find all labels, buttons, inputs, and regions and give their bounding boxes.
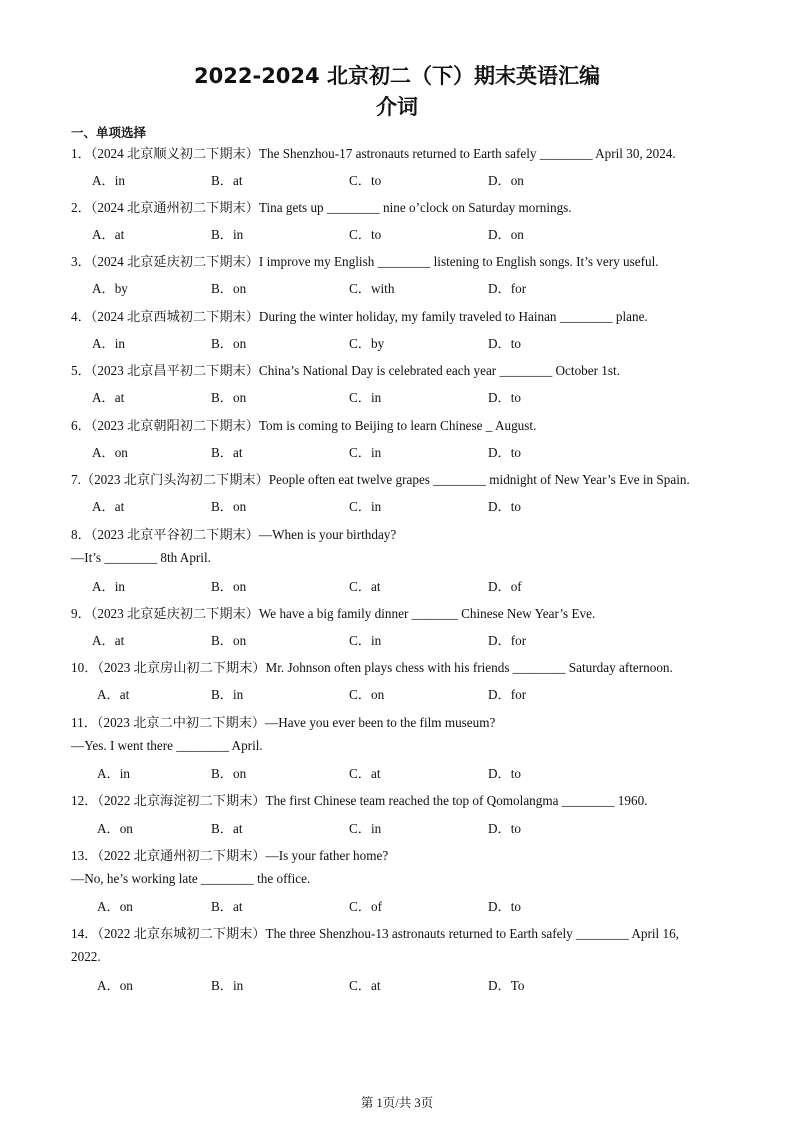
option-a: A．in <box>92 336 125 351</box>
question-3-options <box>0 278 794 296</box>
option-a: A．in <box>92 173 125 188</box>
option-d: D．for <box>488 281 527 296</box>
question-8-options <box>0 576 794 594</box>
option-d: D．for <box>488 633 527 648</box>
question-13-stem-line2: —No, he’s working late ________ the office. <box>71 871 311 886</box>
question-2-options <box>0 224 794 242</box>
option-b: B．at <box>211 173 243 188</box>
option-c: C．of <box>349 899 382 914</box>
option-a: A．on <box>97 821 133 836</box>
question-10-options <box>0 684 794 702</box>
question-11-stem-line2: —Yes. I went there ________ April. <box>71 738 263 753</box>
option-c: C．in <box>349 445 382 460</box>
question-14-stem-line2: 2022. <box>71 949 101 964</box>
page-number: 第 1页/共 3页 <box>360 1096 434 1110</box>
option-a: A．in <box>92 579 125 594</box>
option-c: C．in <box>349 499 382 514</box>
option-d: D．to <box>488 766 521 781</box>
option-d: D．to <box>488 499 521 514</box>
option-b: B．on <box>211 766 247 781</box>
option-b: B．at <box>211 899 243 914</box>
option-d: D．To <box>488 978 525 993</box>
question-3-stem: 3．（2024 北京延庆初二下期末）I improve my English ________ listening to English songs. It’s very useful. <box>71 254 659 269</box>
question-4-options <box>0 333 794 351</box>
option-b: B．at <box>211 445 243 460</box>
option-c: C．at <box>349 579 381 594</box>
option-b: B．on <box>211 281 247 296</box>
option-a: A．on <box>97 978 133 993</box>
option-c: C．at <box>349 766 381 781</box>
option-b: B．on <box>211 499 247 514</box>
option-c: C．with <box>349 281 395 296</box>
option-d: D．of <box>488 579 522 594</box>
question-14-options <box>0 975 794 993</box>
question-2-stem: 2．（2024 北京通州初二下期末）Tina gets up ________ nine o’clock on Saturday mornings. <box>71 200 572 215</box>
question-13-stem: 13．（2022 北京通州初二下期末）—Is your father home? <box>71 848 389 863</box>
question-5-options <box>0 387 794 405</box>
option-b: B．in <box>211 227 244 242</box>
section-heading: 一、单项选择 <box>71 125 147 140</box>
question-9-options <box>0 630 794 648</box>
question-6-options <box>0 442 794 460</box>
question-13-options <box>0 896 794 914</box>
option-d: D．to <box>488 445 521 460</box>
option-c: C．to <box>349 173 382 188</box>
option-c: C．to <box>349 227 382 242</box>
question-11-stem: 11．（2023 北京二中初二下期末）—Have you ever been to the film museum? <box>71 715 496 730</box>
option-a: A．at <box>92 227 125 242</box>
option-a: A．by <box>92 281 128 296</box>
question-6-stem: 6．（2023 北京朝阳初二下期末）Tom is coming to Beijing to learn Chinese _ August. <box>71 418 537 433</box>
question-1-stem: 1．（2024 北京顺义初二下期末）The Shenzhou-17 astronauts returned to Earth safely ________ April 30, 2024. <box>71 146 676 161</box>
option-b: B．on <box>211 633 247 648</box>
option-d: D．on <box>488 173 524 188</box>
question-9-stem: 9．（2023 北京延庆初二下期末）We have a big family dinner _______ Chinese New Year’s Eve. <box>71 606 596 621</box>
option-a: A．on <box>92 445 128 460</box>
option-c: C．on <box>349 687 385 702</box>
document-title: 2022-2024 北京初二（下）期末英语汇编 <box>194 64 600 88</box>
option-b: B．on <box>211 390 247 405</box>
option-c: C．in <box>349 821 382 836</box>
option-b: B．in <box>211 978 244 993</box>
option-d: D．on <box>488 227 524 242</box>
question-10-stem: 10．（2023 北京房山初二下期末）Mr. Johnson often plays chess with his friends ________ Saturday afternoon. <box>71 660 673 675</box>
question-14-stem: 14．（2022 北京东城初二下期末）The three Shenzhou-13 astronauts returned to Earth safely ________ April 16, <box>71 926 679 941</box>
question-8-stem: 8．（2023 北京平谷初二下期末）—When is your birthday? <box>71 527 397 542</box>
option-c: C．in <box>349 390 382 405</box>
question-8-stem-line2: —It’s ________ 8th April. <box>71 550 211 565</box>
option-d: D．to <box>488 390 521 405</box>
option-b: B．on <box>211 579 247 594</box>
question-7-options <box>0 496 794 514</box>
document-subtitle: 介词 <box>376 95 418 119</box>
option-c: C．by <box>349 336 385 351</box>
option-c: C．in <box>349 633 382 648</box>
option-b: B．on <box>211 336 247 351</box>
option-a: A．at <box>92 390 125 405</box>
option-c: C．at <box>349 978 381 993</box>
option-a: A．in <box>97 766 130 781</box>
option-a: A．at <box>92 633 125 648</box>
option-d: D．to <box>488 336 521 351</box>
question-1-options <box>0 170 794 188</box>
option-a: A．on <box>97 899 133 914</box>
option-a: A．at <box>92 499 125 514</box>
option-b: B．in <box>211 687 244 702</box>
option-b: B．at <box>211 821 243 836</box>
question-11-options <box>0 763 794 781</box>
option-a: A．at <box>97 687 130 702</box>
option-d: D．for <box>488 687 527 702</box>
option-d: D．to <box>488 899 521 914</box>
question-4-stem: 4．（2024 北京西城初二下期末）During the winter holiday, my family traveled to Hainan ________ plane. <box>71 309 648 324</box>
question-12-stem: 12．（2022 北京海淀初二下期末）The first Chinese team reached the top of Qomolangma ________ 1960. <box>71 793 648 808</box>
question-5-stem: 5．（2023 北京昌平初二下期末）China’s National Day is celebrated each year ________ October 1st. <box>71 363 620 378</box>
question-12-options <box>0 818 794 836</box>
question-7-stem: 7.（2023 北京门头沟初二下期末）People often eat twelve grapes ________ midnight of New Year’s Eve in Spain. <box>71 472 690 487</box>
option-d: D．to <box>488 821 521 836</box>
